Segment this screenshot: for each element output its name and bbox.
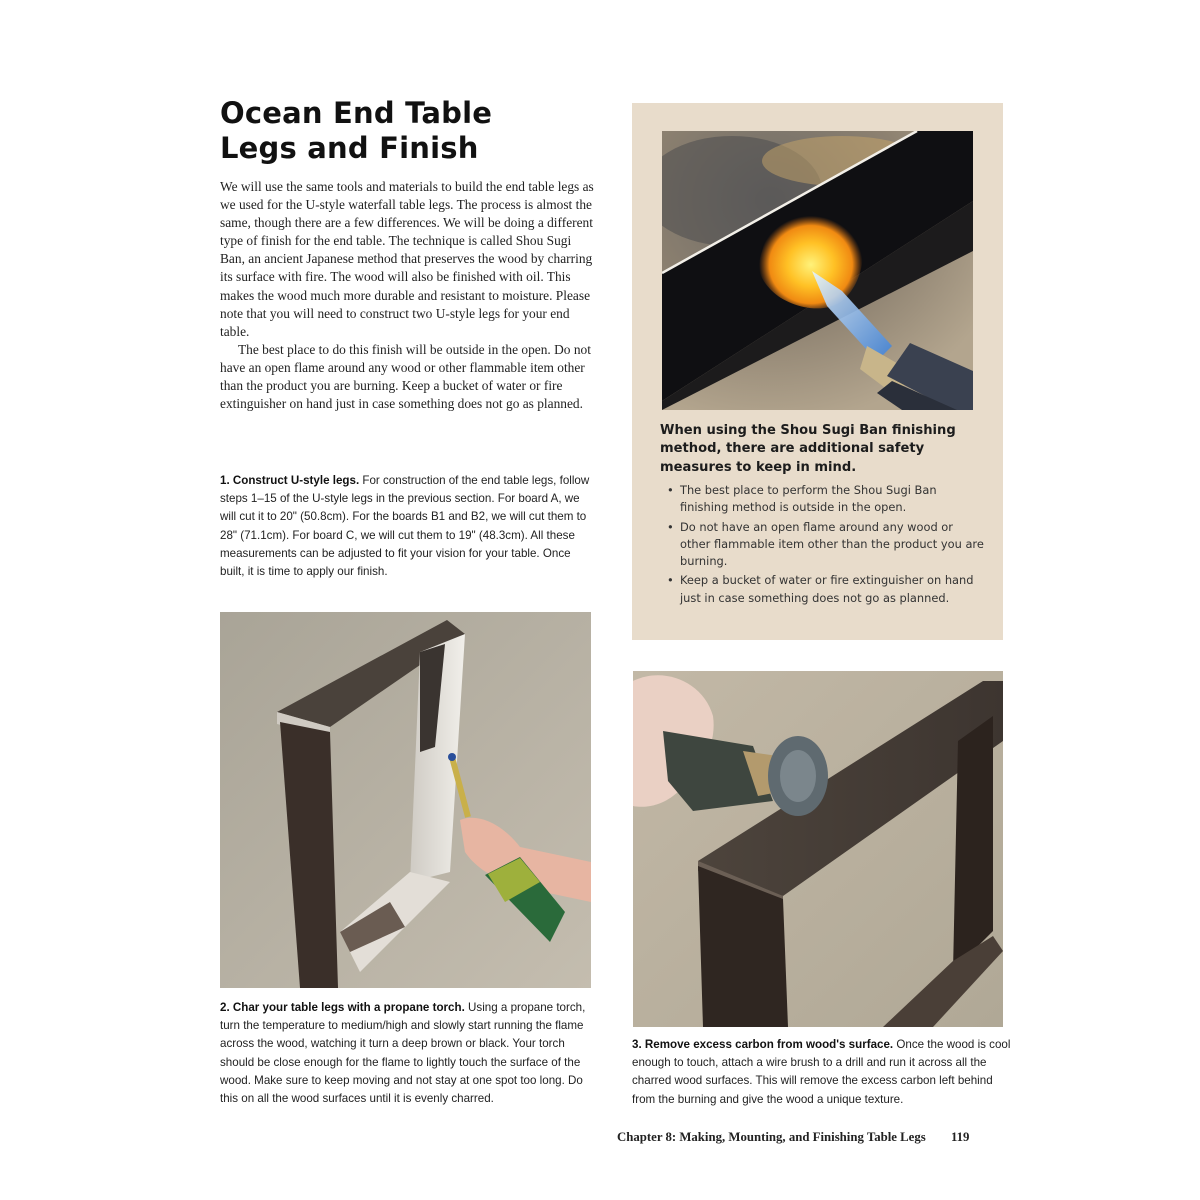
chapter-title: Chapter 8: Making, Mounting, and Finishing Table Legs	[617, 1130, 926, 1144]
wire-brush-image	[633, 671, 1003, 1027]
step-2-heading: 2. Char your table legs with a propane torch.	[220, 1001, 465, 1014]
step-3	[632, 1036, 1012, 1109]
charring-legs-image	[220, 612, 591, 988]
step-2-body: Using a propane torch, turn the temperature to medium/high and slowly start running the flame across the wood, watching it turn a deep brown or black. Your torch should be close enough for the flame to lightly touch the surface of the wood. Make sure to keep moving and not stay at one spot too long. Do this on all the wood surfaces until it is evenly charred.	[220, 1001, 586, 1106]
page-footer	[617, 1130, 1027, 1145]
safety-item	[666, 572, 986, 607]
safety-item	[666, 482, 986, 517]
step-2	[220, 999, 600, 1108]
safety-heading: When using the Shou Sugi Ban finishing method, there are additional safety measures to keep in mind.	[660, 423, 956, 475]
safety-item-text: The best place to perform the Shou Sugi Ban finishing method is outside in the open.	[680, 483, 937, 515]
page-title	[220, 96, 600, 166]
torch-flame-image	[662, 131, 973, 410]
title-line-1: Ocean End Table	[220, 96, 493, 130]
step-1-body: For construction of the end table legs, follow steps 1–15 of the U-style legs in the previous section. For board A, we will cut it to 20" (50.8cm). For the boards B1 and B2, we will cut them to 28" (71.1cm). For board C, we will cut them to 19" (48.3cm). All these measurements can be adjusted to fit your vision for your table. Once built, it is time to apply our finish.	[220, 474, 590, 579]
step-1	[220, 472, 595, 581]
step-1-heading: 1. Construct U-style legs.	[220, 474, 360, 487]
intro-paragraph-2: The best place to do this finish will be outside in the open. Do not have an open flame around any wood or other flammable item other than the product you are burning. Keep a bucket of water or fire extinguisher on hand just in case something does not go as planned.	[220, 341, 591, 412]
intro-paragraph-1: We will use the same tools and materials to build the end table legs as we used for the U-style waterfall table legs. The process is almost the same, though there are a few differences. We will be doing a different type of finish for the end table. The technique is called Shou Sugi Ban, an ancient Japanese method that preserves the wood by charring its surface with fire. The wood will also be finished with oil. This makes the wood much more durable and resistant to moisture. Please note that you will need to construct two U-style legs for your end table.	[220, 179, 594, 339]
bullet-icon: •	[667, 519, 674, 534]
photo-char-legs	[220, 612, 591, 988]
safety-list	[666, 482, 986, 609]
step-3-body: Once the wood is cool enough to touch, attach a wire brush to a drill and run it across all the charred wood surfaces. This will remove the excess carbon left behind from the burning and give the wood a unique texture.	[632, 1038, 1011, 1106]
bullet-icon: •	[667, 573, 674, 588]
title-line-2: Legs and Finish	[220, 131, 479, 165]
intro-text	[220, 178, 598, 413]
bullet-icon: •	[667, 483, 674, 497]
safety-item	[666, 519, 986, 571]
step-3-heading: 3. Remove excess carbon from wood's surface.	[632, 1038, 894, 1051]
photo-torch-closeup	[662, 131, 973, 410]
photo-wire-brush	[633, 671, 1003, 1027]
safety-item-text: Do not have an open flame around any wood or other flammable item other than the product you are burning.	[680, 519, 984, 569]
page-number: 119	[950, 1130, 970, 1144]
safety-item-text: Keep a bucket of water or fire extinguisher on hand just in case something does not go as planned.	[680, 573, 974, 605]
